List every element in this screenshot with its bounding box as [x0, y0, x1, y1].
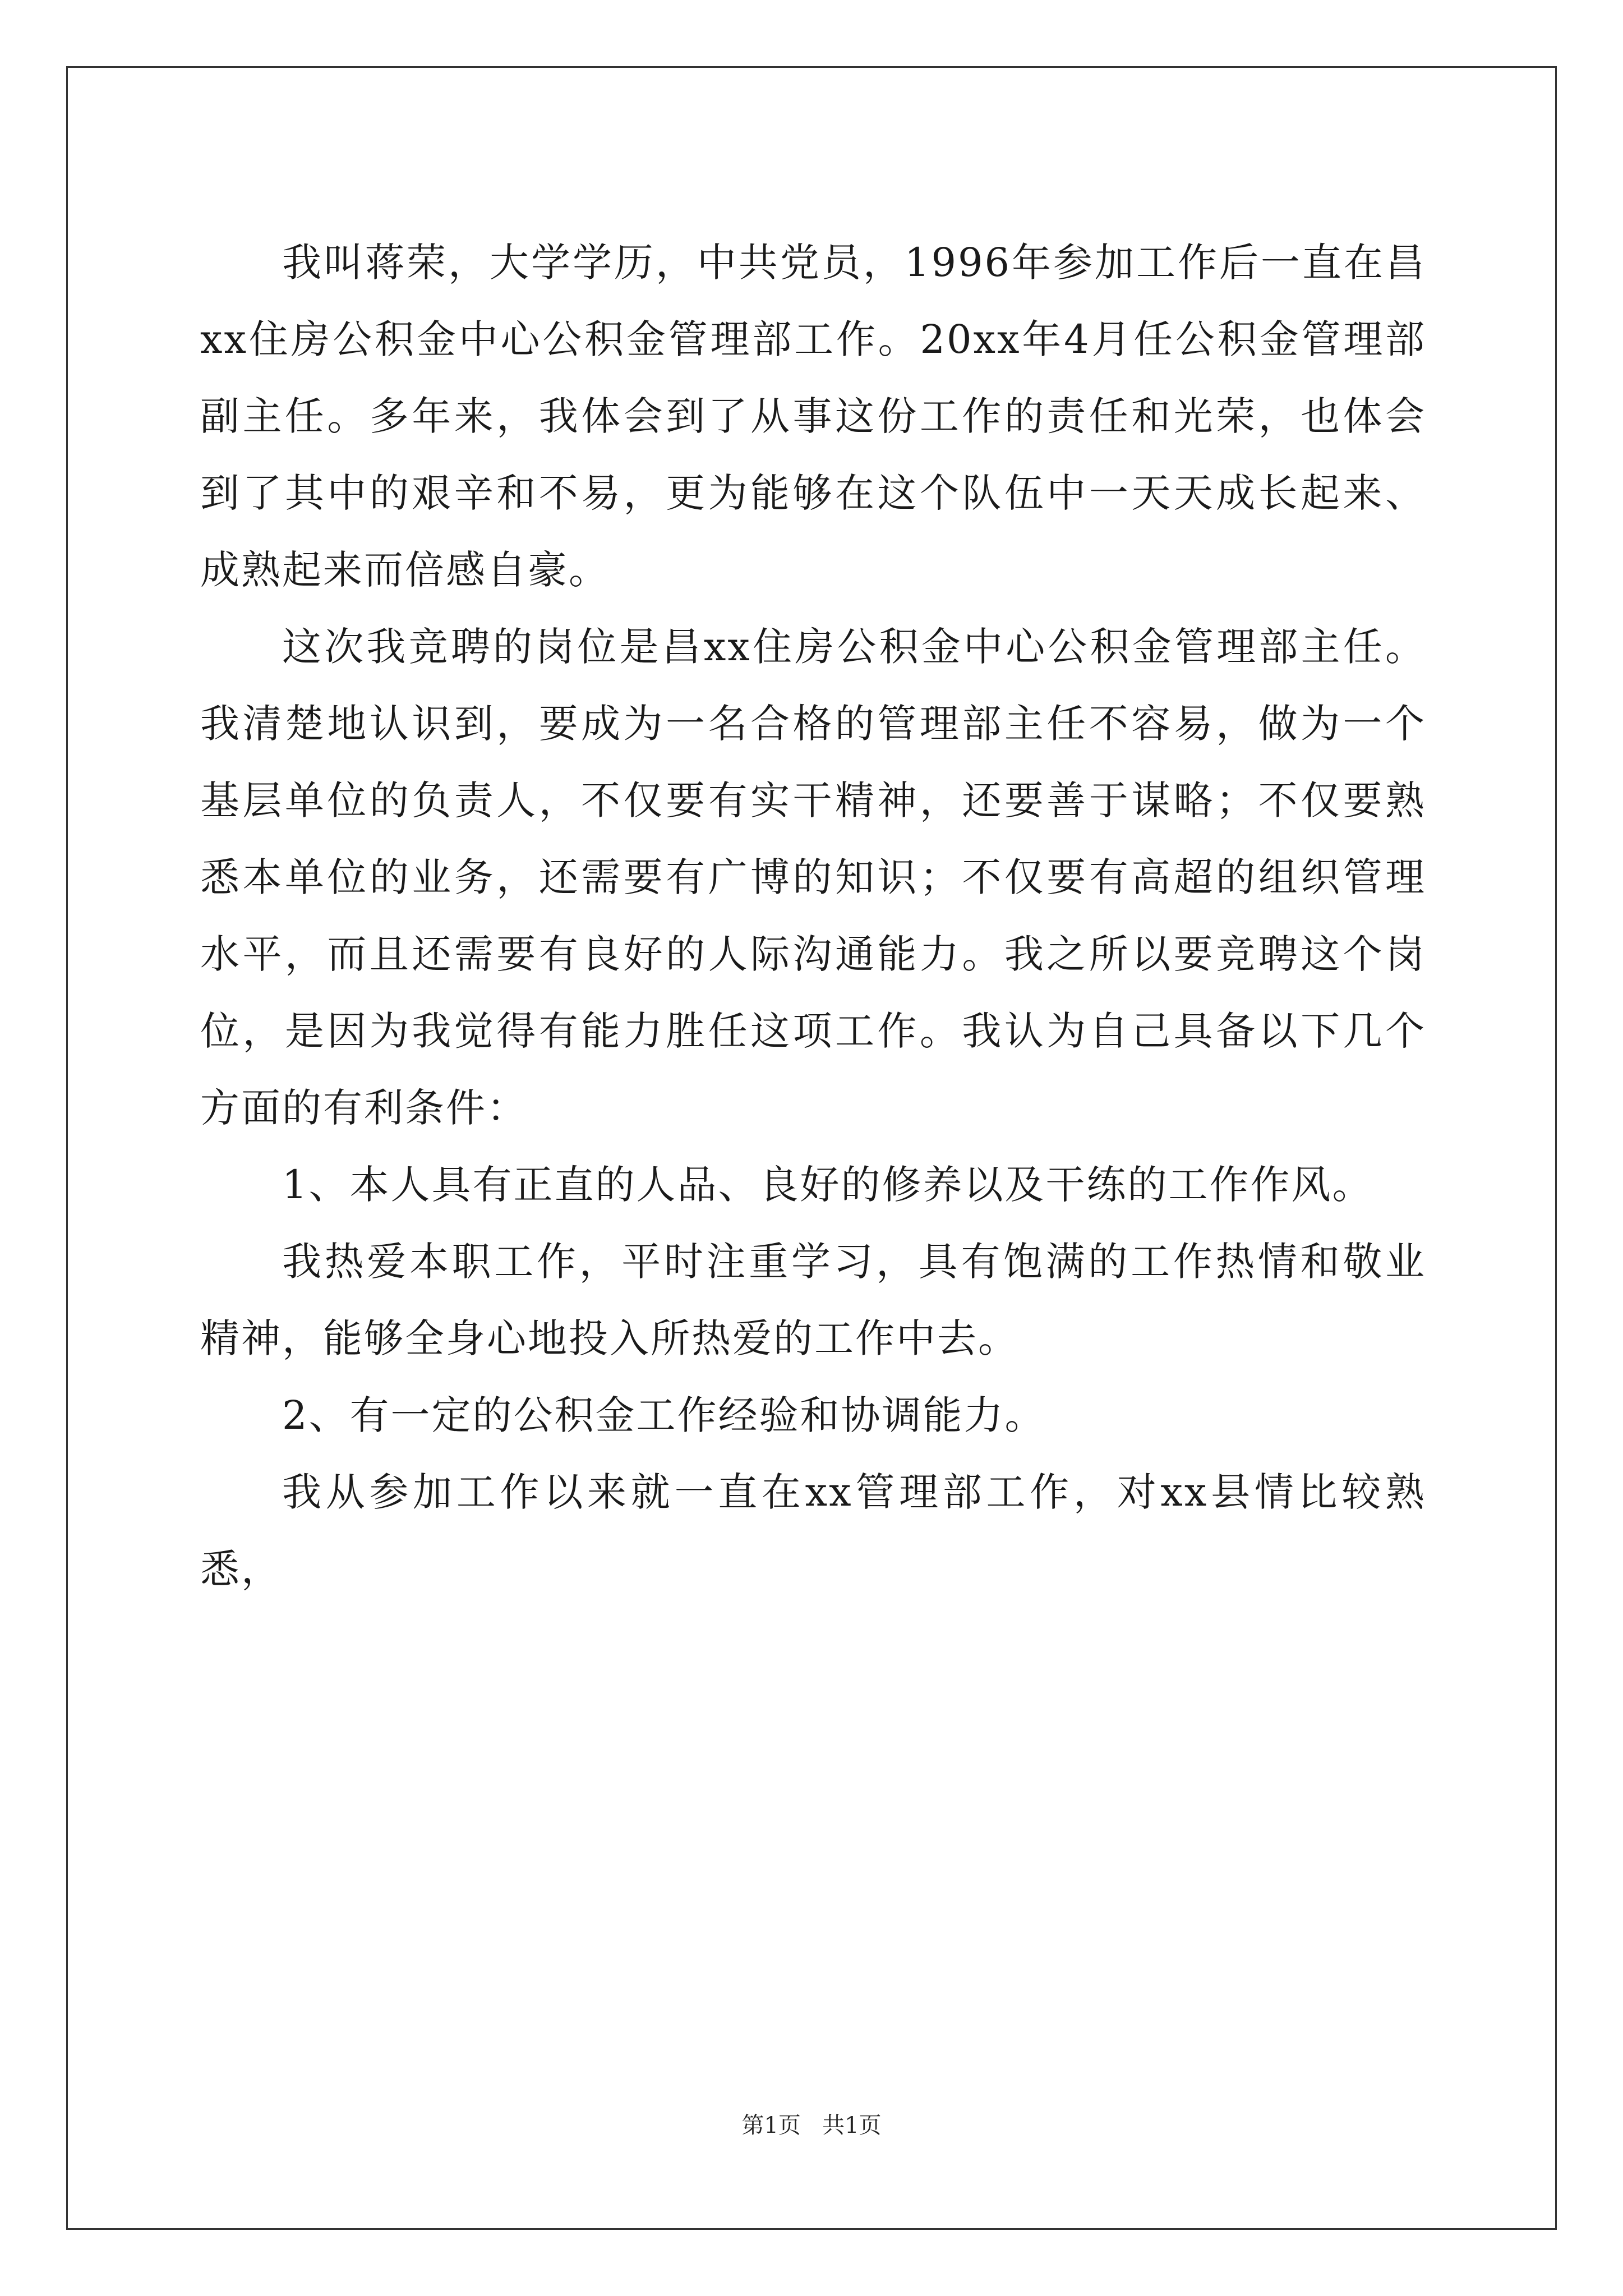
- page-total: 共1页: [822, 2113, 882, 2138]
- paragraph: 我热爱本职工作，平时注重学习，具有饱满的工作热情和敬业精神，能够全身心地投入所热爱的工作中去。: [200, 1239, 1426, 1361]
- paragraph: 我叫蒋荣，大学学历，中共党员，1996年参加工作后一直在昌xx住房公积金中心公积金管理部工作。20xx年4月任公积金管理部副主任。多年来，我体会到了从事这份工作的责任和光荣，也体会到了其中的艰辛和不易，更为能够在这个队伍中一天天成长起来、成熟起来而倍感自豪。: [200, 240, 1426, 593]
- paragraph: 1、本人具有正直的人品、良好的修养以及干练的工作作风。: [282, 1162, 1373, 1208]
- paragraph: 2、有一定的公积金工作经验和协调能力。: [282, 1392, 1046, 1438]
- paragraph: 这次我竞聘的岗位是昌xx住房公积金中心公积金管理部主任。我清楚地认识到，要成为一名合格的管理部主任不容易，做为一个基层单位的负责人，不仅要有实干精神，还要善于谋略；不仅要熟悉本单位的业务，还需要有广博的知识；不仅要有高超的组织管理水平，而且还需要有良好的人际沟通能力。我之所以要竞聘这个岗位，是因为我觉得有能力胜任这项工作。我认为自己具备以下几个方面的有利条件：: [200, 624, 1426, 1131]
- footer-spacer: [801, 2113, 822, 2138]
- page-footer: [0, 2111, 1623, 2139]
- document-body: [200, 224, 1426, 1608]
- page-number: 第1页: [741, 2113, 801, 2138]
- paragraph: 我从参加工作以来就一直在xx管理部工作，对xx县情比较熟悉，: [200, 1469, 1426, 1592]
